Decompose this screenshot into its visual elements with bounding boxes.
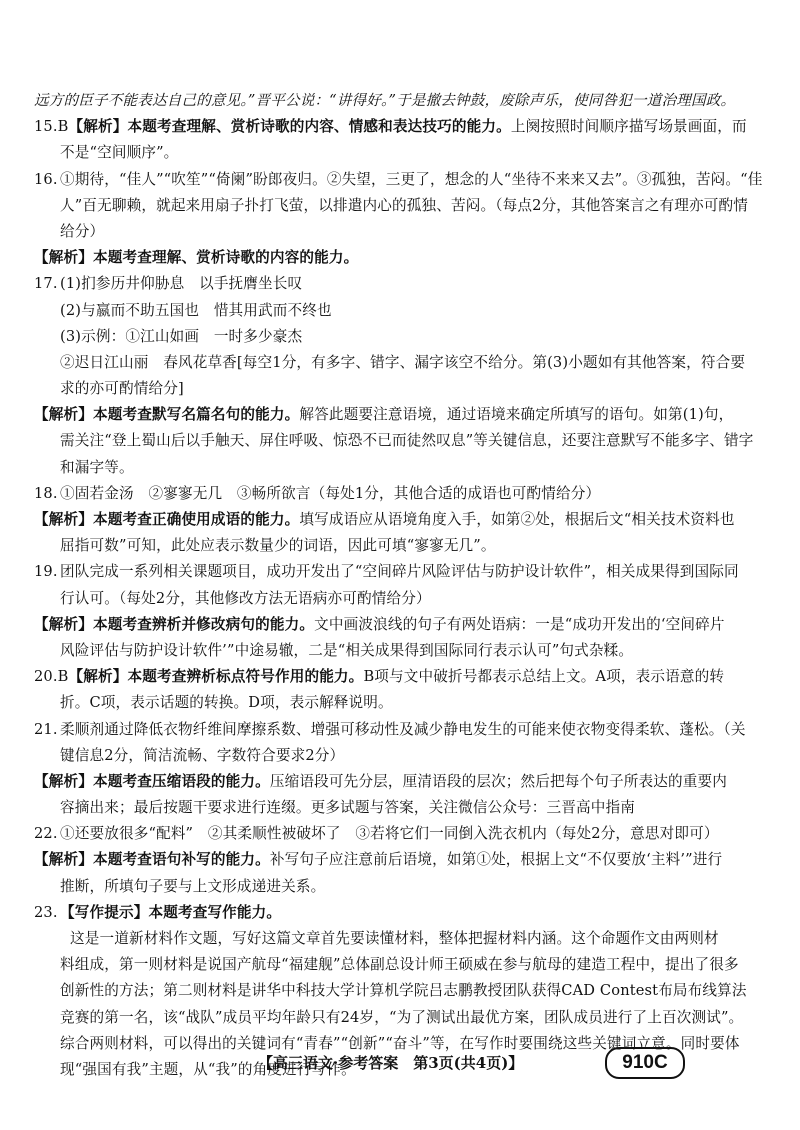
line-text: 人”百无聊赖，就起来用扇子扑打飞萤，以排遣内心的孤独、苦闷。（每点2分，其他答案言之有理亦可酌情 — [60, 196, 748, 214]
text-line — [34, 481, 772, 507]
paper-code-badge: 910C — [605, 1047, 685, 1079]
line-text: 补写句子应注意前后语境，如第①处，根据上文“不仅要放‘主料’”进行 — [269, 851, 723, 869]
line-text: (1)扪参历井仰胁息 以手抚膺坐长叹 — [60, 275, 303, 293]
text-line — [34, 926, 772, 952]
text-line — [34, 795, 772, 821]
text-line — [34, 140, 772, 166]
line-text: 折。C项，表示话题的转换。D项，表示解释说明。 — [60, 694, 393, 712]
line-text: 解答此题要注意语境，通过语境来确定所填写的语句。如第(1)句， — [299, 406, 734, 424]
analysis-heading: 【解析】本题考查语句补写的能力。 — [34, 851, 270, 869]
footer-label: 【高三语文·参考答案 第3页(共4页)】 — [258, 1054, 524, 1072]
answer-content — [34, 88, 772, 1083]
line-text: 推断，所填句子要与上文形成递进关系。 — [60, 877, 326, 895]
line-text: ①还要放很多“配料” ②其柔顺性被破坏了 ③若将它们一同倒入洗衣机内（每处2分，意思对即可） — [60, 825, 719, 843]
question-number: 20.B — [34, 668, 69, 686]
question-number: 23. — [34, 903, 58, 921]
text-line — [34, 847, 772, 873]
line-text: 键信息2分，简洁流畅、字数符合要求2分） — [60, 746, 345, 764]
text-line — [34, 978, 772, 1004]
text-line — [34, 638, 772, 664]
analysis-heading: 【解析】本题考查理解、赏析诗歌的内容、情感和表达技巧的能力。 — [68, 118, 511, 136]
question-number: 19. — [34, 563, 58, 581]
line-text: 远方的臣子不能表达自己的意见。”晋平公说：“讲得好。”于是撤去钟鼓，废除声乐，使同咎犯一道治理国政。 — [34, 92, 736, 109]
analysis-heading: 【解析】本题考查辨析标点符号作用的能力。 — [68, 668, 364, 686]
text-line — [34, 743, 772, 769]
text-line — [34, 428, 772, 454]
line-text: 需关注“登上蜀山后以手触天、屏住呼吸、惊恐不已而徒然叹息”等关键信息，还要注意默写不能多字、错字 — [60, 432, 754, 450]
text-line — [34, 769, 772, 795]
line-text: 不是“空间顺序”。 — [60, 144, 179, 162]
text-line — [34, 350, 772, 376]
text-line — [34, 167, 772, 193]
text-line — [34, 402, 772, 428]
analysis-heading: 【解析】本题考查辨析并修改病句的能力。 — [34, 615, 315, 633]
line-text: (2)与嬴而不助五国也 惜其用武而不终也 — [60, 301, 332, 319]
line-text: 创新性的方法；第二则材料是讲华中科技大学计算机学院吕志鹏教授团队获得CAD Contest布局布线算法 — [60, 982, 747, 1000]
text-line — [34, 821, 772, 847]
text-line — [34, 586, 772, 612]
question-number: 22. — [34, 825, 58, 843]
text-line — [34, 874, 772, 900]
analysis-heading: 【解析】本题考查正确使用成语的能力。 — [34, 511, 300, 528]
line-text: 行认可。（每处2分，其他修改方法无语病亦可酌情给分） — [60, 589, 431, 607]
analysis-heading: 【写作提示】本题考查写作能力。 — [60, 903, 282, 921]
text-line — [34, 324, 772, 350]
line-text: 压缩语段可先分层，厘清语段的层次；然后把每个句子所表达的重要内 — [269, 772, 727, 790]
text-line — [34, 245, 772, 271]
line-text: 团队完成一系列相关课题项目，成功开发出了“空间碎片风险评估与防护设计软件”，相关成果得到国际同 — [60, 563, 739, 581]
question-number: 21. — [34, 720, 58, 738]
text-line — [34, 298, 772, 324]
question-number: 17. — [34, 275, 58, 293]
question-number: 16. — [34, 170, 58, 188]
line-text: ①期待，“佳人”“吹笙”“倚阑”盼郎夜归。②失望，三更了，想念的人“坐待不来来又去”。③孤独，苦闷。“佳 — [60, 170, 763, 188]
line-text: (3)示例：①江山如画 一时多少豪杰 — [60, 327, 303, 345]
line-text: B项与文中破折号都表示总结上文。A项，表示语意的转 — [363, 668, 725, 686]
text-line — [34, 559, 772, 585]
text-line — [34, 717, 772, 743]
analysis-heading: 【解析】本题考查压缩语段的能力。 — [34, 772, 270, 790]
analysis-heading: 【解析】本题考查理解、赏析诗歌的内容的能力。 — [34, 249, 359, 267]
line-text: 这是一道新材料作文题，写好这篇文章首先要读懂材料，整体把握材料内涵。这个命题作文由两则材 — [70, 930, 719, 947]
text-line — [34, 507, 772, 533]
text-line — [34, 271, 772, 297]
text-line — [34, 455, 772, 481]
page-footer — [0, 1045, 800, 1085]
line-text: 屈指可数”可知，此处应表示数量少的词语，因此可填“寥寥无几”。 — [60, 537, 496, 555]
question-number: 15.B — [34, 118, 69, 136]
text-line — [34, 219, 772, 245]
line-text: 给分） — [60, 222, 105, 240]
text-line — [34, 952, 772, 978]
text-line — [34, 664, 772, 690]
text-line — [34, 114, 772, 140]
line-text: 综合两则材料，可以得出的关键词有“青春”“创新”“奋斗”等，在写作时要围绕这些关键词立意。同时要体 — [60, 1034, 740, 1052]
line-text: 文中画波浪线的句子有两处语病：一是“成功开发出的‘空间碎片 — [314, 615, 725, 633]
question-number: 18. — [34, 484, 58, 502]
text-line — [34, 1005, 772, 1031]
text-line — [34, 690, 772, 716]
text-line — [34, 612, 772, 638]
line-text: 求的亦可酌情给分] — [60, 380, 184, 398]
line-text: 料组成，第一则材料是说国产航母“福建舰”总体副总设计师王硕威在参与航母的建造工程中，提出了很多 — [60, 956, 739, 974]
line-text: 现“强国有我”主题，从“我”的角度进行写作。 — [60, 1060, 356, 1078]
text-line — [34, 193, 772, 219]
line-text: 柔顺剂通过降低衣物纤维间摩擦系数、增强可移动性及减少静电发生的可能来使衣物变得柔软、蓬松。（关 — [60, 720, 746, 738]
line-text: 竞赛的第一名，该“战队”成员平均年龄只有24岁，“为了测试出最优方案，团队成员进行了上百次测试”。 — [60, 1008, 744, 1026]
text-line — [34, 900, 772, 926]
line-text: 填写成语应从语境角度入手，如第②处，根据后文“相关技术资料也 — [299, 511, 735, 528]
line-text: 和漏字等。 — [60, 458, 134, 476]
line-text: 容摘出来；最后按题干要求进行连缀。更多试题与答案，关注微信公众号：三晋高中指南 — [60, 799, 636, 817]
line-text: ②迟日江山丽 春风花草香[每空1分，有多字、错字、漏字该空不给分。第(3)小题如有其他答案，符合要 — [60, 353, 746, 371]
text-line — [34, 533, 772, 559]
line-text: ①固若金汤 ②寥寥无几 ③畅所欲言（每处1分，其他合适的成语也可酌情给分） — [60, 484, 601, 502]
text-line — [34, 376, 772, 402]
text-line — [34, 88, 772, 114]
analysis-heading: 【解析】本题考查默写名篇名句的能力。 — [34, 406, 300, 424]
line-text: 上阕按照时间顺序描写场景画面，而 — [510, 118, 747, 136]
line-text: 风险评估与防护设计软件’”中途易辙，二是“相关成果得到国际同行表示认可”句式杂糅。 — [60, 641, 634, 659]
